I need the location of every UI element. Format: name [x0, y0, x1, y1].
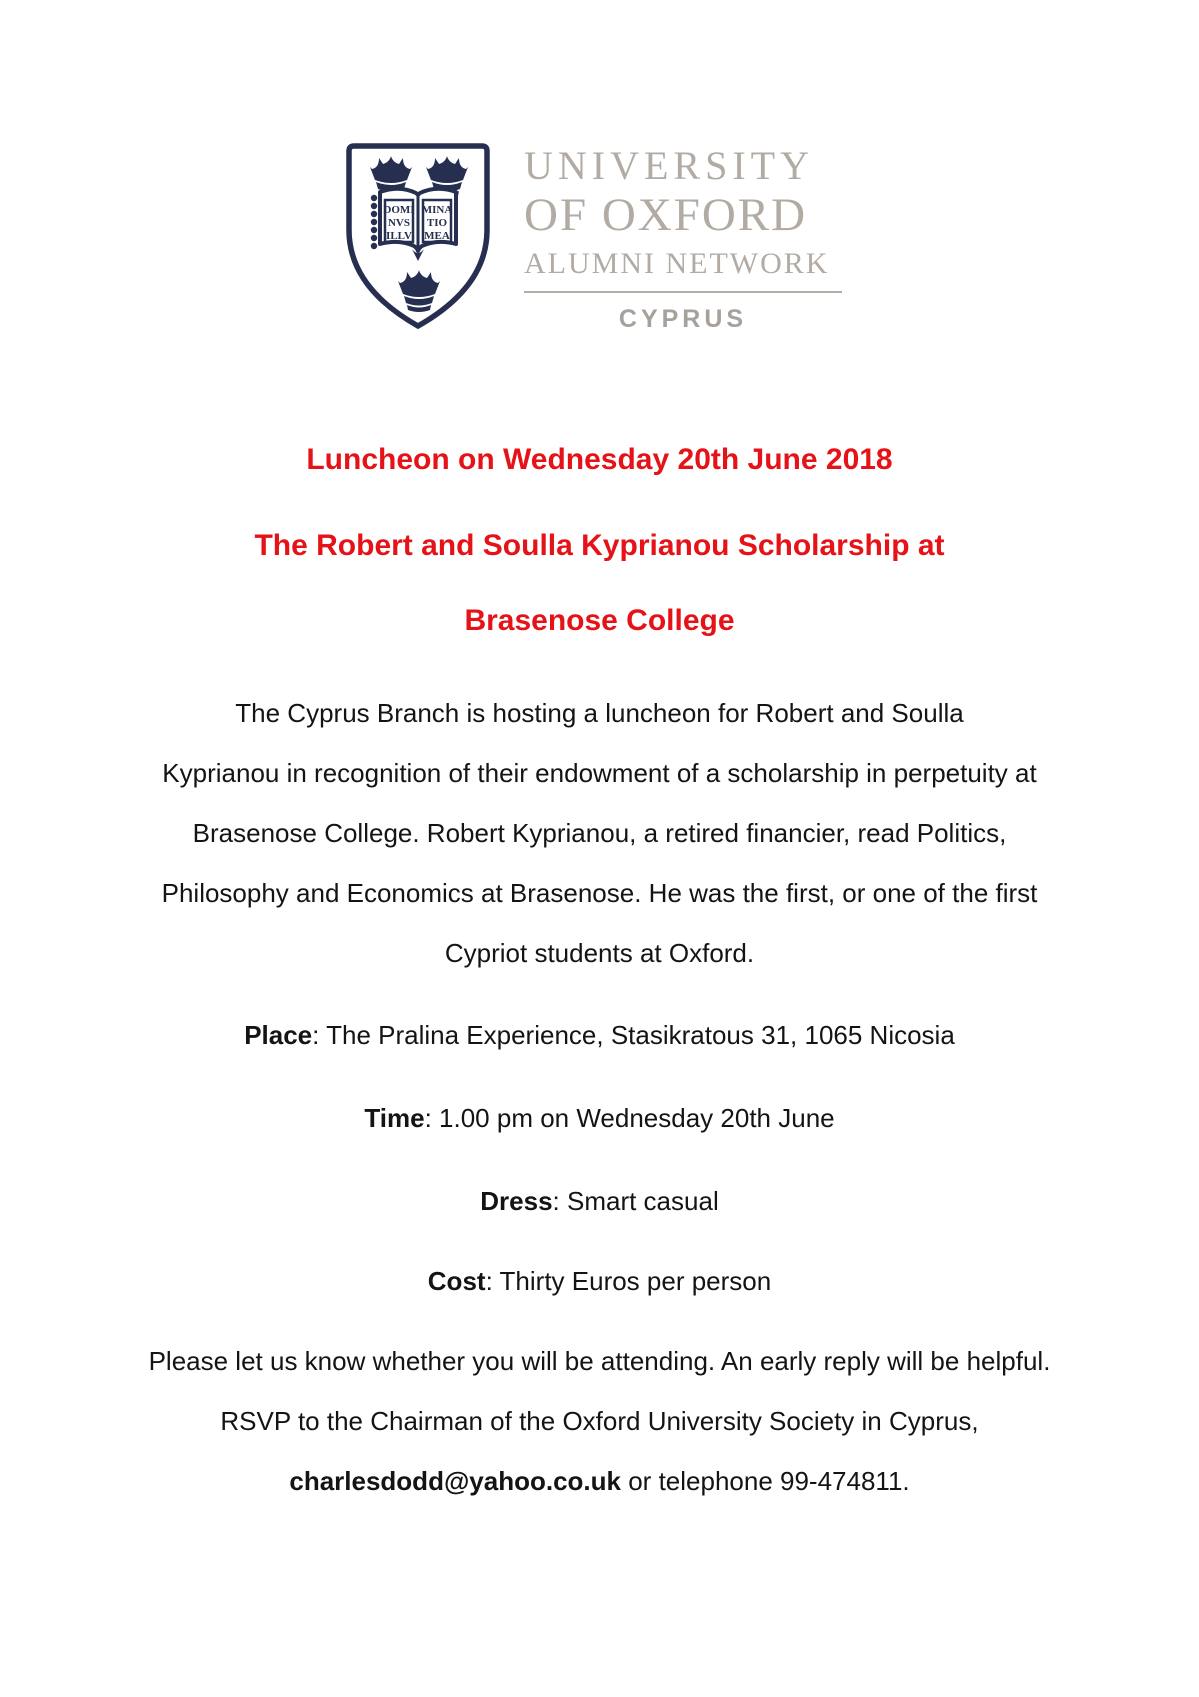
detail-time-value: : 1.00 pm on Wednesday 20th June	[424, 1103, 835, 1133]
oxford-alumni-logo	[342, 0, 857, 332]
svg-text:ILLV: ILLV	[386, 230, 412, 242]
paragraph-line: Cypriot students at Oxford.	[444, 938, 755, 968]
detail-time	[0, 1088, 1199, 1148]
paragraph-line: Kyprianou in recognition of their endowment of a scholarship in perpetuity at	[162, 758, 1037, 788]
scholarship-title-line2: Brasenose College	[464, 604, 735, 637]
book-motto-text: DOMI	[383, 204, 415, 216]
paragraph-line: The Cyprus Branch is hosting a luncheon for Robert and Soulla	[235, 698, 964, 728]
wordmark-university: UNIVERSITY	[524, 143, 814, 188]
rsvp-email: charlesdodd@yahoo.co.uk	[289, 1466, 621, 1496]
detail-dress-label: Dress	[480, 1186, 553, 1216]
svg-text:NVS: NVS	[387, 217, 411, 229]
detail-dress	[0, 1171, 1199, 1231]
scholarship-title-line1: The Robert and Soulla Kyprianou Scholarship at	[254, 529, 945, 562]
rsvp-block	[0, 1331, 1199, 1511]
wordmark-of-oxford: OF OXFORD	[524, 189, 808, 241]
oxford-crest-icon	[342, 140, 494, 332]
svg-text:MINA: MINA	[421, 204, 453, 216]
document-body	[0, 430, 1199, 1511]
rsvp-line-attending: Please let us know whether you will be attending. An early reply will be helpful.	[148, 1346, 1051, 1376]
svg-text:TIO: TIO	[426, 217, 448, 229]
detail-cost-value: : Thirty Euros per person	[485, 1266, 772, 1296]
wordmark-divider	[524, 291, 842, 293]
detail-place	[0, 1005, 1199, 1065]
event-title: Luncheon on Wednesday 20th June 2018	[306, 443, 893, 476]
rsvp-line-contact	[0, 1451, 1199, 1511]
detail-time-label: Time	[364, 1103, 425, 1133]
wordmark-region-cyprus: CYPRUS	[618, 305, 748, 333]
intro-paragraph	[0, 683, 1199, 983]
rsvp-line-chairman: RSVP to the Chairman of the Oxford University Society in Cyprus,	[220, 1406, 979, 1436]
rsvp-telephone: or telephone 99-474811.	[621, 1466, 910, 1496]
svg-text:MEA: MEA	[424, 230, 450, 242]
paragraph-line: Philosophy and Economics at Brasenose. He was the first, or one of the first	[161, 878, 1038, 908]
paragraph-line: Brasenose College. Robert Kyprianou, a retired financier, read Politics,	[192, 818, 1007, 848]
detail-cost	[0, 1251, 1199, 1311]
logo-wordmark	[524, 140, 857, 332]
detail-cost-label: Cost	[427, 1266, 486, 1296]
wordmark-alumni-network: ALUMNI NETWORK	[524, 247, 830, 280]
detail-place-label: Place	[244, 1020, 313, 1050]
detail-place-value: : The Pralina Experience, Stasikratous 31, 1065 Nicosia	[312, 1020, 955, 1050]
detail-dress-value: : Smart casual	[552, 1186, 719, 1216]
